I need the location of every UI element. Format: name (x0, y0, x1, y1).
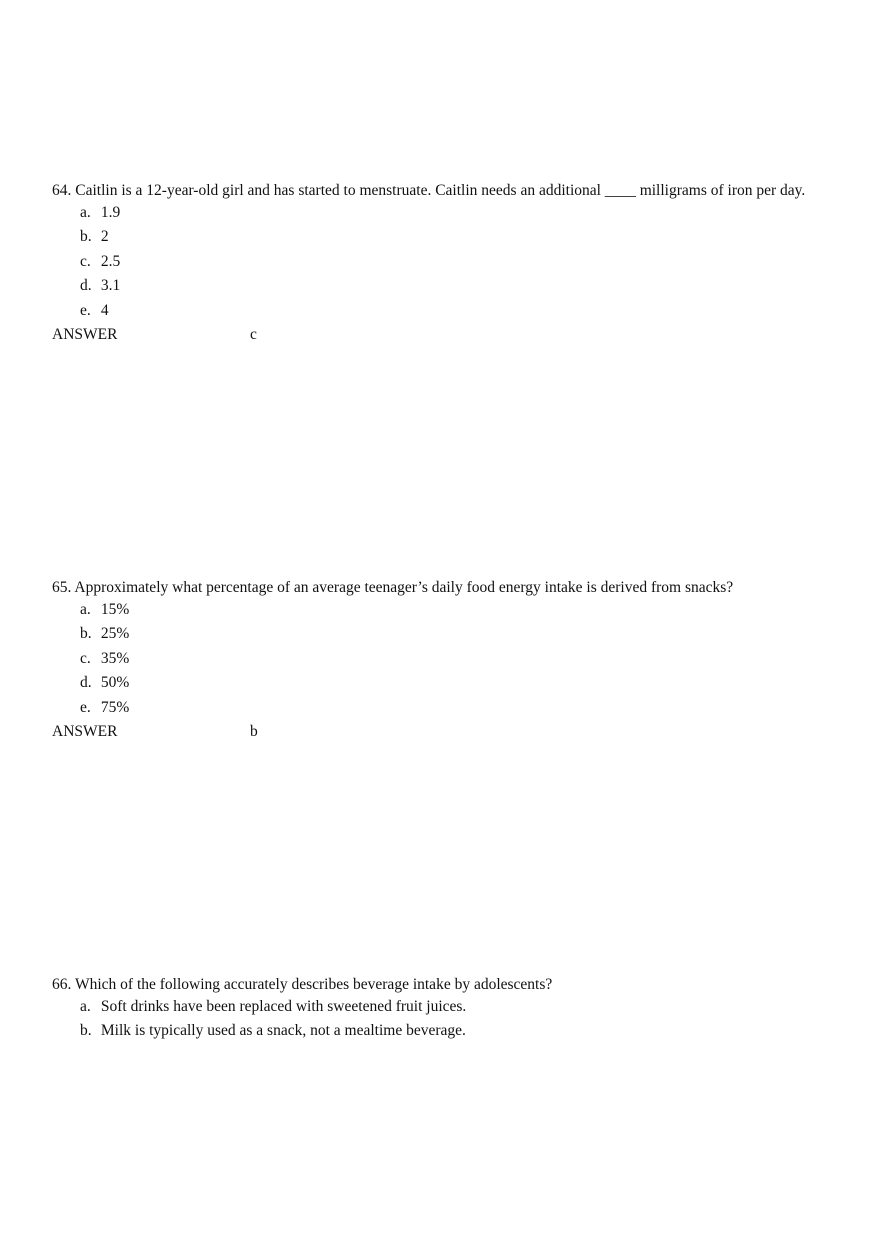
option-e[interactable] (80, 299, 852, 323)
option-b[interactable] (80, 1019, 852, 1043)
option-letter: a. (80, 204, 91, 221)
question-stem: Which of the following accurately describes beverage intake by adolescents? (74, 976, 553, 993)
option-letter: d. (80, 277, 92, 295)
option-d[interactable] (80, 671, 852, 695)
answer-row (52, 720, 852, 744)
question-66 (52, 975, 852, 1044)
option-text: 3.1 (100, 277, 121, 295)
option-letter: c. (80, 252, 91, 270)
option-text: 2 (100, 228, 109, 246)
option-c[interactable] (80, 647, 852, 671)
answer-value: c (250, 325, 257, 343)
question-stem: Approximately what percentage of an average teenager’s daily food energy intake is derived from snacks? (74, 579, 734, 596)
option-letter: c. (80, 649, 91, 667)
answer-label: ANSWER (52, 325, 118, 343)
option-b[interactable] (80, 225, 852, 249)
option-text: 2.5 (100, 252, 121, 270)
option-a[interactable] (80, 995, 852, 1019)
option-letter: b. (80, 228, 92, 246)
option-text: 15% (100, 601, 130, 618)
question-text (52, 578, 852, 598)
question-number: 65. (52, 579, 72, 596)
option-list (52, 201, 852, 323)
question-stem: Caitlin is a 12-year-old girl and has started to menstruate. Caitlin needs an additional ____ milligrams of iron per day. (75, 182, 806, 199)
question-number: 64. (52, 182, 72, 199)
option-text: 4 (100, 301, 109, 319)
option-text: 1.9 (100, 204, 121, 221)
question-text (52, 181, 852, 201)
option-a[interactable] (80, 598, 852, 622)
option-b[interactable] (80, 622, 852, 646)
option-text: Soft drinks have been replaced with sweetened fruit juices. (100, 998, 467, 1015)
option-letter: e. (80, 301, 91, 319)
question-65 (52, 578, 852, 744)
answer-row (52, 323, 852, 347)
option-e[interactable] (80, 696, 852, 720)
option-list (52, 995, 852, 1044)
question-64 (52, 181, 852, 347)
option-letter: a. (80, 998, 91, 1015)
option-letter: b. (80, 1022, 92, 1040)
question-text (52, 975, 852, 995)
option-d[interactable] (80, 274, 852, 298)
option-a[interactable] (80, 201, 852, 225)
option-list (52, 598, 852, 720)
option-text: 75% (100, 698, 130, 716)
option-letter: e. (80, 698, 91, 716)
option-letter: a. (80, 601, 91, 618)
option-letter: d. (80, 674, 92, 692)
option-text: 25% (100, 625, 130, 643)
option-letter: b. (80, 625, 92, 643)
option-c[interactable] (80, 250, 852, 274)
option-text: 35% (100, 649, 130, 667)
answer-value: b (250, 722, 258, 740)
option-text: 50% (100, 674, 130, 692)
option-text: Milk is typically used as a snack, not a mealtime beverage. (100, 1022, 466, 1040)
answer-label: ANSWER (52, 722, 118, 740)
question-number: 66. (52, 976, 72, 993)
